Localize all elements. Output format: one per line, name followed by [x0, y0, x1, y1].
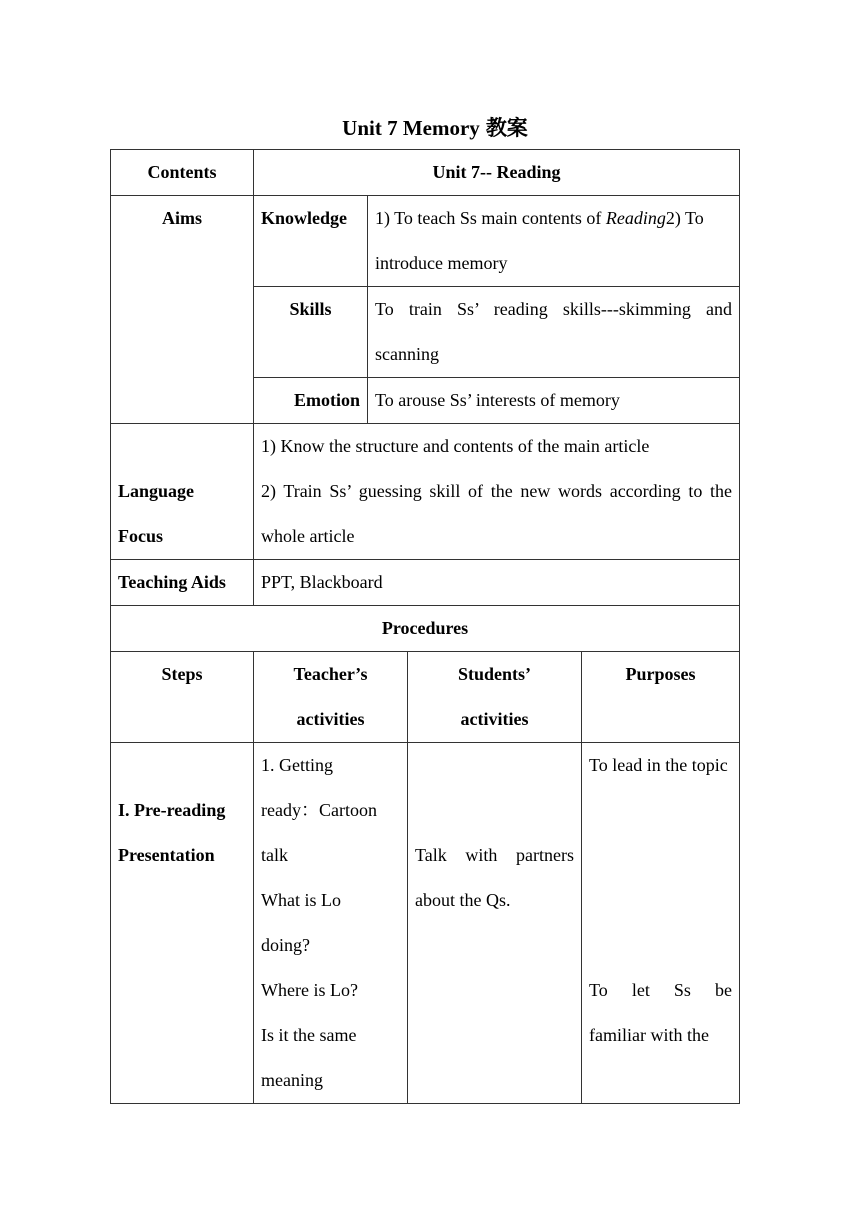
skills-label-cell: Skills: [254, 287, 368, 378]
language-focus-line-2: 2) Train Ss’ guessing skill of the new words according to the whole article: [261, 481, 732, 546]
purpose-2-text: To let Ss be familiar with the: [589, 980, 732, 1045]
page-title: [0, 112, 860, 144]
pre-reading-purposes-cell: [582, 743, 740, 1104]
language-focus-label-cell: [111, 424, 254, 560]
header-row: [111, 150, 740, 196]
teacher-line: Where is Lo?: [261, 980, 358, 1000]
pre-reading-step-1: I. Pre-reading: [118, 800, 226, 820]
pre-reading-students-cell: [408, 743, 582, 1104]
language-focus-row: [111, 424, 740, 560]
students-header-cell: [408, 652, 582, 743]
emotion-label-cell: Emotion: [254, 378, 368, 424]
unit-cell: Unit 7-- Reading: [254, 150, 740, 196]
procedures-row: [111, 606, 740, 652]
pre-reading-row: [111, 743, 740, 1104]
pre-reading-step-2: Presentation: [118, 845, 215, 865]
knowledge-text-a: 1) To teach Ss main contents of: [375, 208, 606, 228]
teacher-line: ready：Cartoon: [261, 800, 377, 820]
language-focus-label-2: Focus: [118, 526, 163, 546]
language-focus-line-1: 1) Know the structure and contents of the main article: [261, 436, 650, 456]
students-header-text: Students’ activities: [457, 664, 532, 729]
skills-text-cell: To train Ss’ reading skills---skimming and scanning: [368, 287, 740, 378]
purposes-spacer: [589, 788, 732, 968]
contents-label-cell: Contents: [111, 150, 254, 196]
teacher-header-text: Teacher’s activities: [293, 664, 368, 729]
teacher-header-cell: [254, 652, 408, 743]
teaching-aids-label-cell: Teaching Aids: [111, 560, 254, 606]
aims-knowledge-row: [111, 196, 740, 287]
knowledge-text-b: 2) To introduce memory: [375, 208, 704, 273]
aims-label-cell: Aims: [111, 196, 254, 424]
column-header-row: [111, 652, 740, 743]
teacher-line: doing?: [261, 935, 310, 955]
steps-header-cell: Steps: [111, 652, 254, 743]
teacher-line: talk: [261, 845, 288, 865]
procedures-label-cell: Procedures: [111, 606, 740, 652]
knowledge-label-cell: Knowledge: [254, 196, 368, 287]
teaching-aids-row: [111, 560, 740, 606]
pre-reading-teacher-cell: [254, 743, 408, 1104]
teacher-line: Is it the same: [261, 1025, 357, 1045]
knowledge-text-cell: [368, 196, 740, 287]
pre-reading-step-spacer: [118, 743, 246, 788]
title-cn-text: 教案: [485, 116, 528, 140]
pre-reading-students-text: Talk with partners about the Qs.: [415, 845, 574, 910]
knowledge-text-em: Reading: [605, 208, 666, 228]
purpose-1-text: To lead in the topic: [589, 755, 728, 775]
teacher-line: meaning: [261, 1070, 323, 1090]
language-focus-label-1: Language: [118, 481, 195, 501]
students-spacer: [415, 743, 574, 833]
pre-reading-step-cell: [111, 743, 254, 1104]
language-focus-text-cell: [254, 424, 740, 560]
teaching-aids-text-cell: PPT, Blackboard: [254, 560, 740, 606]
purposes-header-cell: Purposes: [582, 652, 740, 743]
teacher-line: What is Lo: [261, 890, 341, 910]
title-text: Unit 7 Memory: [342, 116, 480, 140]
lesson-plan-table: [110, 149, 740, 1104]
emotion-text-cell: To arouse Ss’ interests of memory: [368, 378, 740, 424]
teacher-line: 1. Getting: [261, 755, 333, 775]
